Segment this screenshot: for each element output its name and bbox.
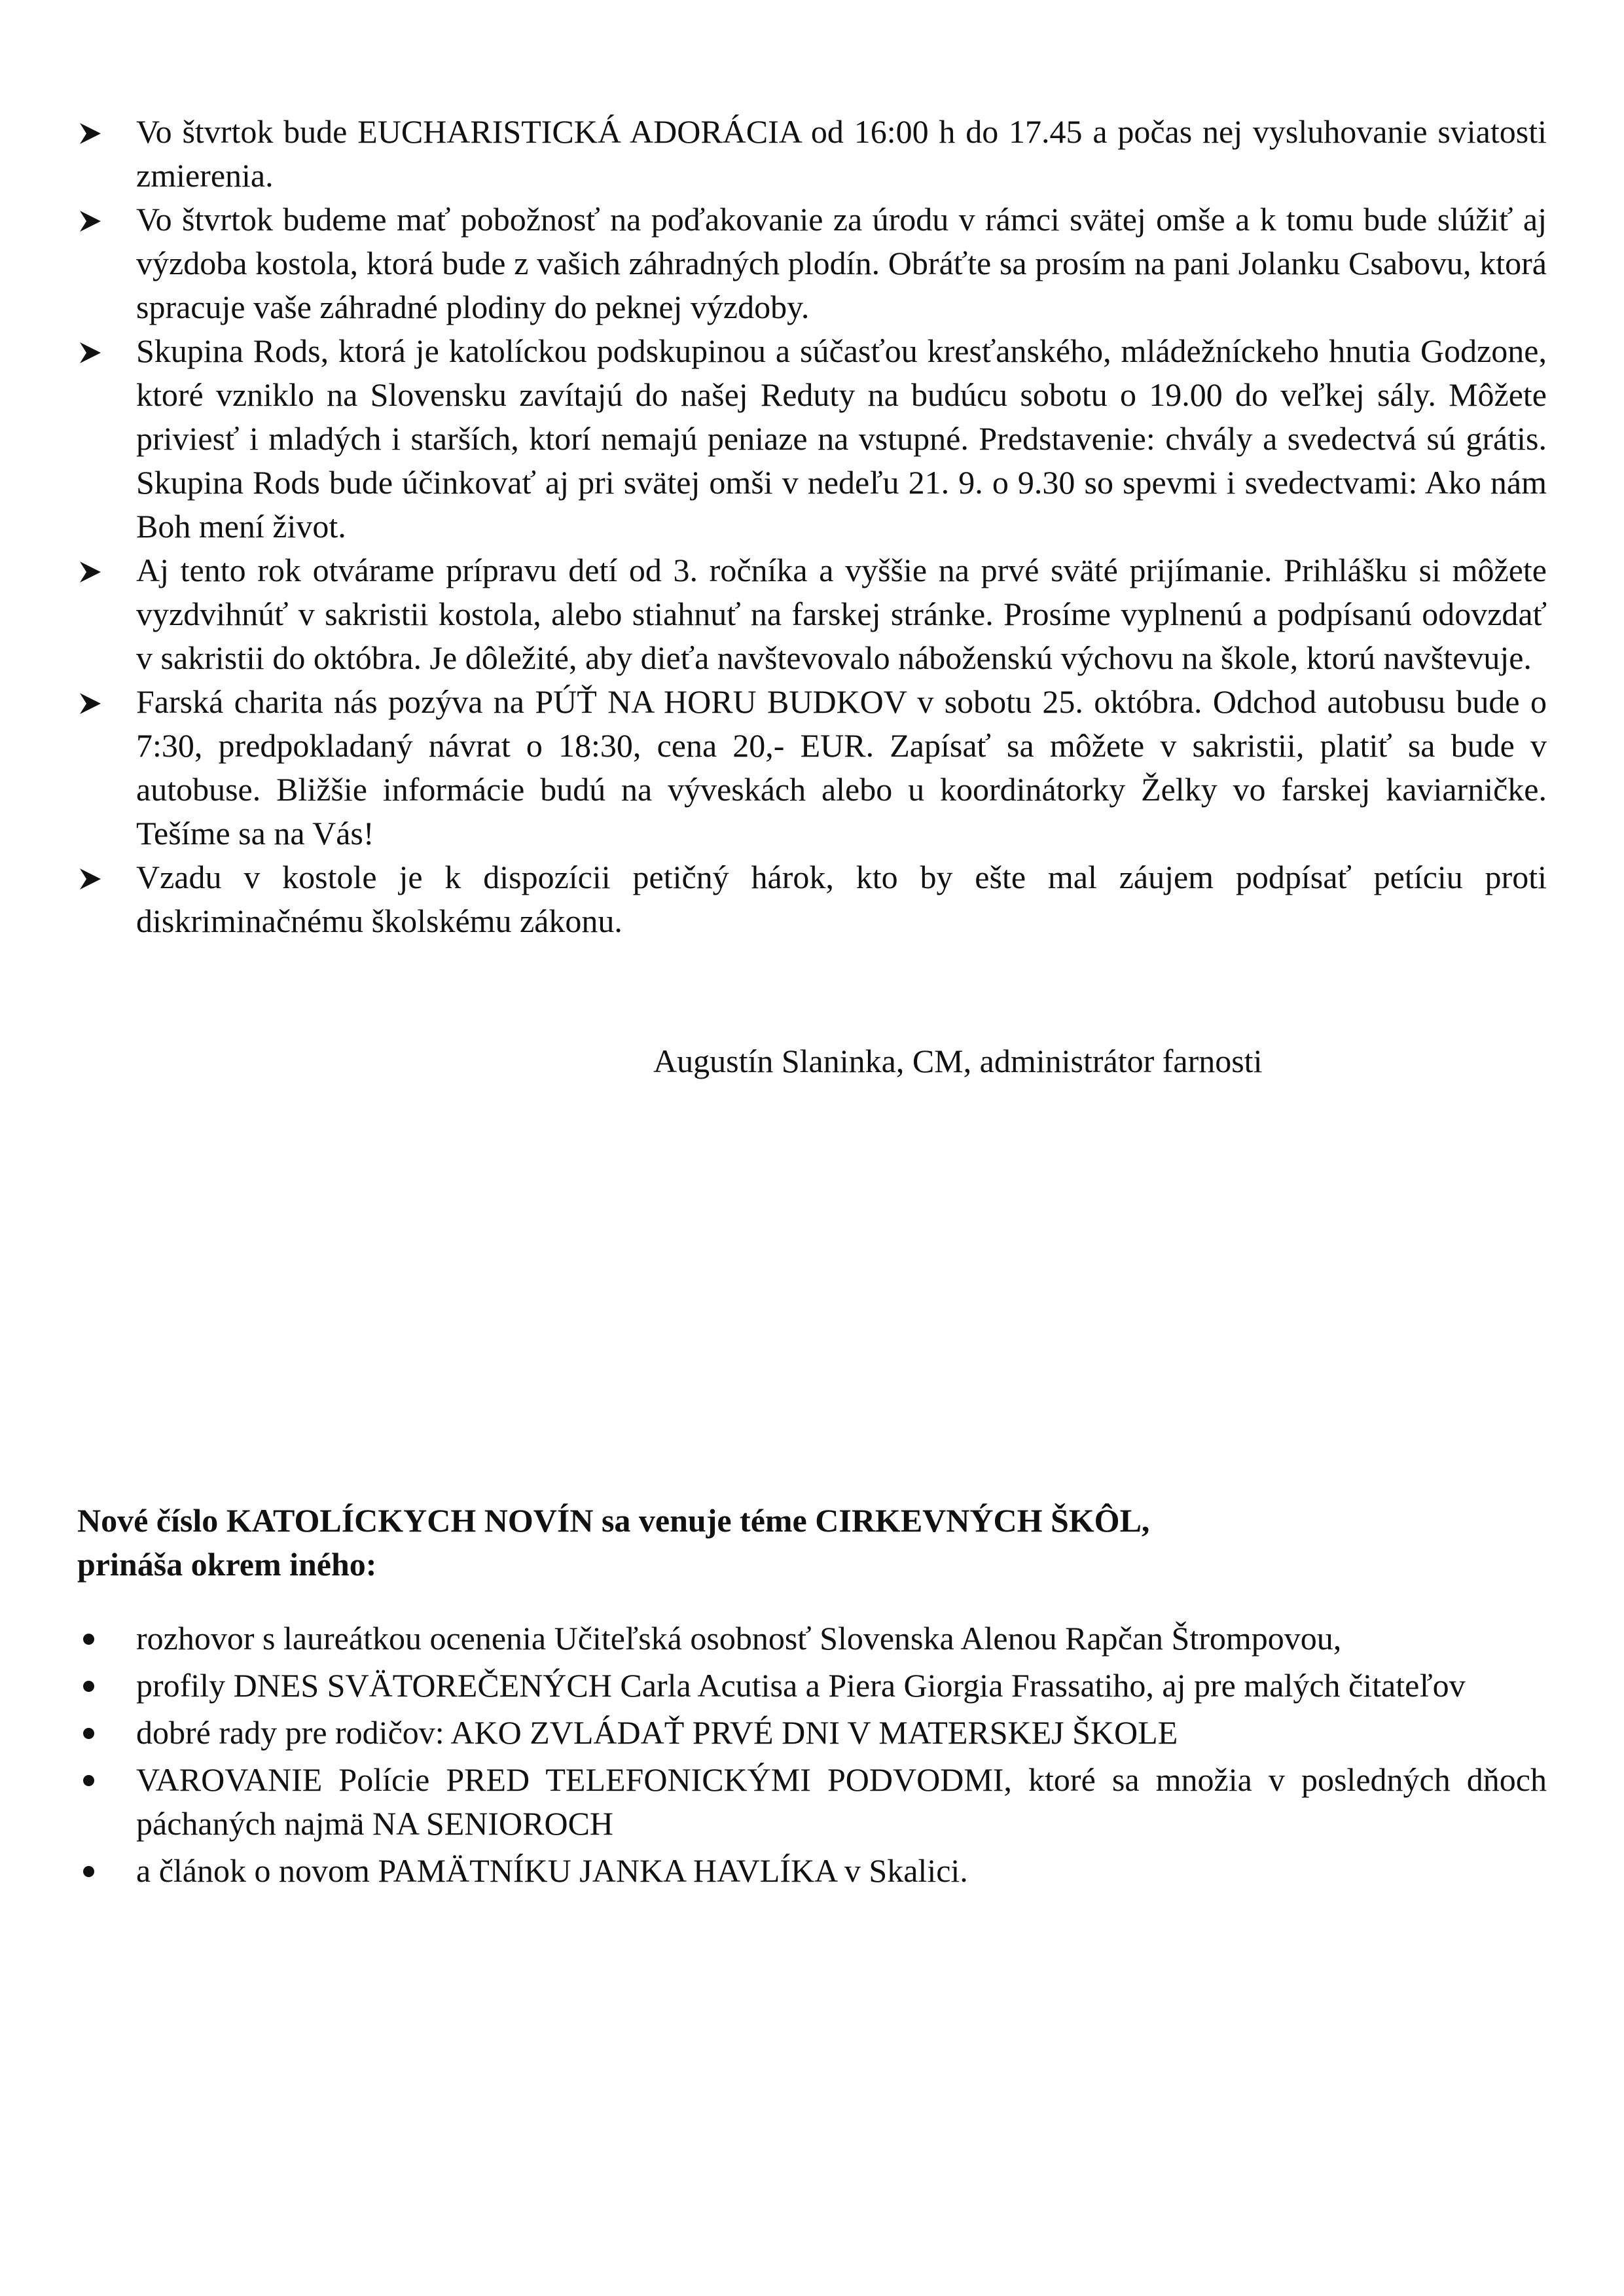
news-item <box>77 1711 1547 1755</box>
news-item <box>77 1664 1547 1708</box>
news-item-text: dobré rady pre rodičov: AKO ZVLÁDAŤ PRVÉ DNI V MATERSKEJ ŠKOLE <box>136 1714 1178 1751</box>
arrow-bullet-icon <box>79 122 102 145</box>
dot-bullet-icon <box>83 1681 94 1692</box>
announcement-text: Skupina Rods, ktorá je katolíckou podskupinou a súčasťou kresťanského, mládežníckeho hnutia Godzone, ktoré vzniklo na Slovensku zavítajú do našej Reduty na budúcu sobotu o 19.00 do veľkej sály. Môžete priviesť i mladých i starších, ktorí nemajú peniaze na vstupné. Predstavenie: chvály a svedectvá sú grátis. Skupina Rods bude účinkovať aj pri svätej omši v nedeľu 21. 9. o 9.30 so spevmi i svedectvami: Ako nám Boh mení život. <box>136 332 1547 545</box>
arrow-bullet-icon <box>79 560 102 584</box>
news-item <box>77 1758 1547 1846</box>
news-item-text: profily DNES SVÄTOREČENÝCH Carla Acutisa a Piera Giorgia Frassatiho, aj pre malých čitateľov <box>136 1667 1466 1704</box>
announcement-item <box>77 855 1547 943</box>
announcement-item <box>77 548 1547 680</box>
announcement-item <box>77 680 1547 855</box>
news-item-text: rozhovor s laureátkou ocenenia Učiteľská osobnosť Slovenska Alenou Rapčan Štrompovou, <box>136 1620 1342 1657</box>
dot-bullet-icon <box>83 1866 94 1877</box>
dot-bullet-icon <box>83 1634 94 1645</box>
news-item-list <box>77 1617 1547 1896</box>
announcement-item <box>77 110 1547 198</box>
arrow-bullet-icon <box>79 867 102 891</box>
news-item-text: a článok o novom PAMÄTNÍKU JANKA HAVLÍKA v Skalici. <box>136 1852 968 1889</box>
news-item <box>77 1617 1547 1660</box>
news-heading-line-1: Nové číslo KATOLÍCKYCH NOVÍN sa venuje téme CIRKEVNÝCH ŠKÔL, <box>77 1502 1150 1539</box>
announcement-text: Vo štvrtok budeme mať pobožnosť na poďakovanie za úrodu v rámci svätej omše a k tomu bude slúžiť aj výzdoba kostola, ktorá bude z vašich záhradných plodín. Obráťte sa prosím na pani Jolanku Csabovu, ktorá spracuje vaše záhradné plodiny do peknej výzdoby. <box>136 201 1547 325</box>
announcement-text: Vo štvrtok bude EUCHARISTICKÁ ADORÁCIA od 16:00 h do 17.45 a počas nej vysluhovanie sviatosti zmierenia. <box>136 113 1547 194</box>
dot-bullet-icon <box>83 1775 94 1786</box>
news-item <box>77 1849 1547 1893</box>
announcement-item <box>77 198 1547 329</box>
announcement-text: Farská charita nás pozýva na PÚŤ NA HORU BUDKOV v sobotu 25. októbra. Odchod autobusu bude o 7:30, predpokladaný návrat o 18:30, cena 20,- EUR. Zapísať sa môžete v sakristii, platiť sa bude v autobuse. Bližšie informácie budú na výveskách alebo u koordinátorky Želky vo farskej kaviarničke. Tešíme sa na Vás! <box>136 683 1547 852</box>
announcement-item <box>77 329 1547 548</box>
announcement-text: Aj tento rok otvárame prípravu detí od 3. ročníka a vyššie na prvé sväté prijímanie. Prihlášku si môžete vyzdvihnúť v sakristii kostola, alebo stiahnuť na farskej stránke. Prosíme vyplnenú a podpísanú odovzdať v sakristii do októbra. Je dôležité, aby dieťa navštevovalo náboženskú výchovu na škole, ktorú navštevuje. <box>136 552 1547 676</box>
arrow-bullet-icon <box>79 692 102 715</box>
news-heading <box>77 1499 1550 1587</box>
announcement-text: Vzadu v kostole je k dispozícii petičný hárok, kto by ešte mal záujem podpísať petíciu proti diskriminačnému školskému zákonu. <box>136 859 1547 939</box>
dot-bullet-icon <box>83 1728 94 1739</box>
arrow-bullet-icon <box>79 209 102 233</box>
signature: Augustín Slaninka, CM, administrátor farnosti <box>653 1043 1263 1079</box>
news-heading-line-2: prináša okrem iného: <box>77 1546 377 1583</box>
news-item-text: VAROVANIE Polície PRED TELEFONICKÝMI PODVODMI, ktoré sa množia v posledných dňoch páchaných najmä NA SENIOROCH <box>136 1761 1547 1842</box>
arrow-bullet-icon <box>79 341 102 365</box>
announcement-list <box>77 110 1547 943</box>
